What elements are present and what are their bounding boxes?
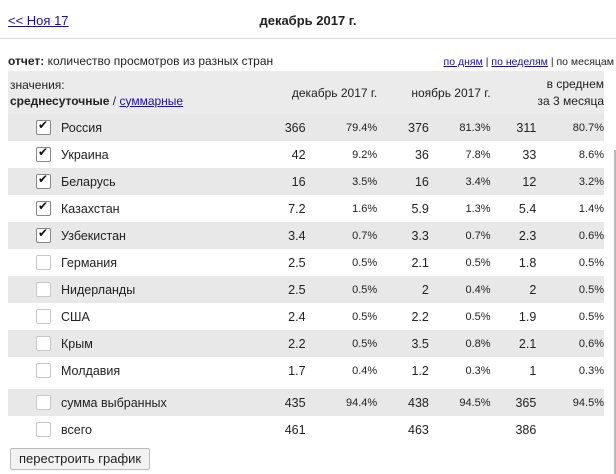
value-november: 2.1 [377, 249, 429, 276]
percent-3month-average: 3.2% [536, 168, 604, 195]
value-november: 1.2 [377, 357, 429, 384]
table-row [8, 330, 604, 357]
checkbox-cell [8, 389, 51, 416]
percent-december: 1.6% [306, 195, 378, 222]
period-by-weeks-link[interactable]: по неделям [491, 56, 548, 68]
rebuild-chart-button[interactable]: перестроить график [10, 448, 150, 470]
row-name: Германия [51, 249, 260, 276]
value-3month-average: 365 [491, 389, 537, 416]
row-checkbox[interactable] [36, 174, 51, 189]
percent-november: 0.4% [429, 276, 491, 303]
table-row [8, 141, 604, 168]
percent-december: 0.7% [306, 222, 378, 249]
value-november: 5.9 [377, 195, 429, 222]
row-name: Россия [51, 114, 260, 141]
column-header-december: декабрь 2017 г. [260, 71, 377, 114]
value-3month-average: 33 [491, 141, 537, 168]
percent-november: 0.5% [429, 249, 491, 276]
value-3month-average: 386 [491, 416, 537, 443]
percent-november: 3.4% [429, 168, 491, 195]
value-november: 2 [377, 276, 429, 303]
report-title [8, 54, 273, 68]
row-checkbox[interactable] [36, 422, 51, 437]
percent-november: 1.3% [429, 195, 491, 222]
value-november: 3.5 [377, 330, 429, 357]
percent-december: 79.4% [306, 114, 378, 141]
percent-december: 0.5% [306, 249, 378, 276]
percent-december: 9.2% [306, 141, 378, 168]
value-3month-average: 311 [491, 114, 537, 141]
percent-3month-average: 0.6% [536, 330, 604, 357]
column-header-november: ноябрь 2017 г. [377, 71, 490, 114]
table-row [8, 357, 604, 384]
percent-november [429, 416, 491, 443]
value-november: 3.3 [377, 222, 429, 249]
value-november: 463 [377, 416, 429, 443]
checkbox-cell [8, 114, 51, 141]
value-november: 2.2 [377, 303, 429, 330]
value-december: 1.7 [260, 357, 306, 384]
percent-3month-average: 8.6% [536, 141, 604, 168]
values-mode-cell [8, 71, 260, 114]
table-row [8, 195, 604, 222]
checkbox-cell [8, 330, 51, 357]
percent-november: 0.5% [429, 303, 491, 330]
row-checkbox[interactable] [36, 309, 51, 324]
row-name: Нидерланды [51, 276, 260, 303]
percent-3month-average: 0.3% [536, 357, 604, 384]
percent-november: 94.5% [429, 389, 491, 416]
value-december: 435 [260, 389, 306, 416]
value-december: 461 [260, 416, 306, 443]
percent-3month-average: 0.5% [536, 249, 604, 276]
percent-november: 7.8% [429, 141, 491, 168]
month-title: декабрь 2017 г. [259, 13, 357, 28]
row-checkbox[interactable] [36, 282, 51, 297]
row-name: США [51, 303, 260, 330]
table-header-row [8, 71, 604, 114]
percent-december: 3.5% [306, 168, 378, 195]
mode-daily-average: среднесуточные [10, 93, 110, 108]
percent-december [306, 416, 378, 443]
row-name: Украина [51, 141, 260, 168]
percent-3month-average [536, 416, 604, 443]
checkbox-cell [8, 416, 51, 443]
percent-november: 81.3% [429, 114, 491, 141]
row-checkbox[interactable] [36, 395, 51, 410]
checkbox-cell [8, 249, 51, 276]
value-3month-average: 1 [491, 357, 537, 384]
percent-3month-average: 0.5% [536, 276, 604, 303]
period-switcher [444, 56, 614, 68]
percent-november: 0.3% [429, 357, 491, 384]
row-checkbox[interactable] [36, 147, 51, 162]
table-row [8, 249, 604, 276]
row-checkbox[interactable] [36, 201, 51, 216]
percent-3month-average: 80.7% [536, 114, 604, 141]
values-label: значения: [10, 77, 65, 92]
previous-month-link[interactable]: << Ноя 17 [8, 13, 69, 28]
row-name: сумма выбранных [51, 389, 260, 416]
row-name: Узбекистан [51, 222, 260, 249]
value-december: 2.4 [260, 303, 306, 330]
summary-row [8, 389, 604, 416]
value-december: 7.2 [260, 195, 306, 222]
checkbox-cell [8, 168, 51, 195]
table-row [8, 303, 604, 330]
value-november: 376 [377, 114, 429, 141]
checkbox-cell [8, 141, 51, 168]
checkbox-cell [8, 303, 51, 330]
value-november: 36 [377, 141, 429, 168]
value-december: 2.5 [260, 276, 306, 303]
summary-row [8, 416, 604, 443]
value-december: 42 [260, 141, 306, 168]
row-name: всего [51, 416, 260, 443]
percent-december: 0.5% [306, 330, 378, 357]
period-separator: | [485, 56, 489, 68]
value-3month-average: 1.8 [491, 249, 537, 276]
value-november: 16 [377, 168, 429, 195]
top-navigation-bar [0, 0, 616, 39]
row-checkbox[interactable] [36, 363, 51, 378]
value-3month-average: 5.4 [491, 195, 537, 222]
column-header-3month-average [491, 71, 604, 114]
percent-december: 0.5% [306, 276, 378, 303]
value-december: 3.4 [260, 222, 306, 249]
value-december: 366 [260, 114, 306, 141]
row-name: Казахстан [51, 195, 260, 222]
value-3month-average: 12 [491, 168, 537, 195]
mode-separator: / [109, 93, 120, 108]
percent-december: 0.4% [306, 357, 378, 384]
period-by-days-link[interactable]: по дням [443, 56, 483, 68]
percent-november: 0.7% [429, 222, 491, 249]
row-name: Молдавия [51, 357, 260, 384]
mode-total-link[interactable]: суммарные [119, 93, 184, 108]
row-checkbox[interactable] [36, 120, 51, 135]
value-december: 2.2 [260, 330, 306, 357]
percent-december: 0.5% [306, 303, 378, 330]
percent-3month-average: 0.6% [536, 222, 604, 249]
value-3month-average: 2.3 [491, 222, 537, 249]
value-3month-average: 2 [491, 276, 537, 303]
countries-table [8, 71, 604, 443]
checkbox-cell [8, 195, 51, 222]
column-header-3month-line2: за 3 месяца [537, 93, 604, 108]
table-row [8, 276, 604, 303]
table-row [8, 222, 604, 249]
row-name: Крым [51, 330, 260, 357]
percent-december: 94.4% [306, 389, 378, 416]
value-november: 438 [377, 389, 429, 416]
value-december: 2.5 [260, 249, 306, 276]
table-row [8, 114, 604, 141]
row-name: Беларусь [51, 168, 260, 195]
value-december: 16 [260, 168, 306, 195]
percent-3month-average: 94.5% [536, 389, 604, 416]
row-checkbox[interactable] [36, 336, 51, 351]
percent-3month-average: 1.4% [536, 195, 604, 222]
value-3month-average: 2.1 [491, 330, 537, 357]
report-label: отчет: [8, 54, 45, 68]
column-header-3month-line1: в среднем [546, 76, 604, 91]
report-description: количество просмотров из разных стран [47, 54, 274, 68]
percent-november: 0.8% [429, 330, 491, 357]
row-checkbox[interactable] [36, 228, 51, 243]
checkbox-cell [8, 357, 51, 384]
table-row [8, 168, 604, 195]
period-separator: | [550, 56, 554, 68]
checkbox-cell [8, 222, 51, 249]
period-by-months-current: по месяцам [556, 56, 614, 68]
value-3month-average: 1.9 [491, 303, 537, 330]
row-checkbox[interactable] [36, 255, 51, 270]
checkbox-cell [8, 276, 51, 303]
percent-3month-average: 0.5% [536, 303, 604, 330]
